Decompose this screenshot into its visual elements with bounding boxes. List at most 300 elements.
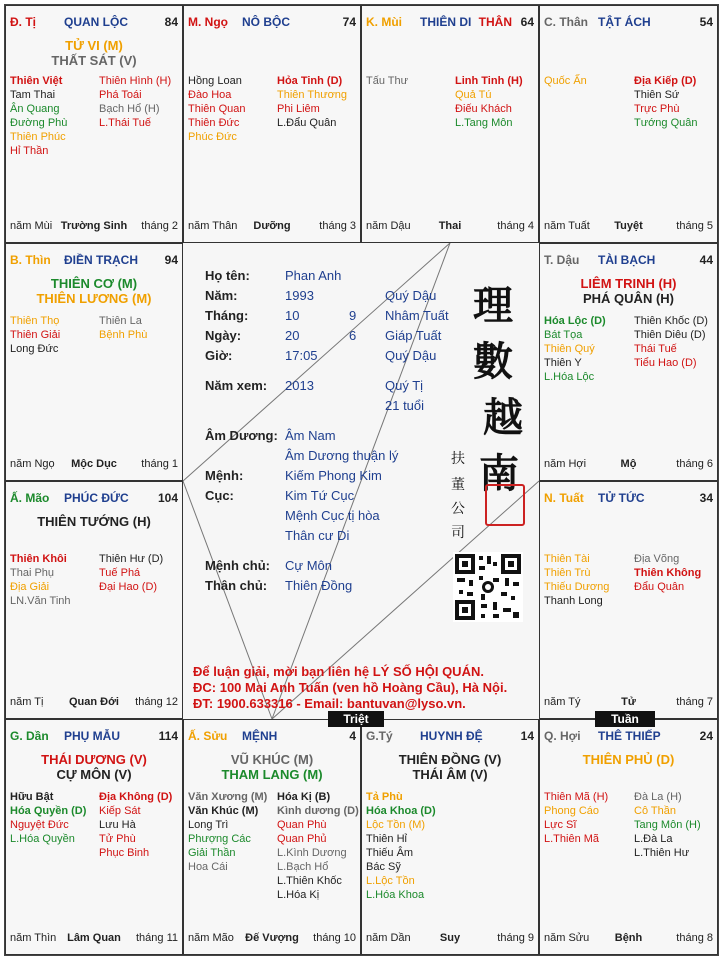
palace-branch: G.Tý	[366, 729, 393, 743]
minor-star: Bác Sỹ	[366, 861, 401, 873]
palace-state: Trường Sinh	[60, 220, 128, 232]
minor-star: Thiên Hư (D)	[99, 553, 164, 565]
minor-star: Lưu Hà	[99, 819, 136, 831]
palace-state: Mộc Dục	[71, 458, 117, 470]
palace-header	[10, 729, 178, 745]
menh-chu-value: Cự Môn	[285, 558, 332, 573]
palace-month: tháng 5	[676, 220, 713, 232]
palace-name: THÊ THIẾP	[598, 729, 661, 743]
palace-branch: G. Dần	[10, 729, 49, 743]
minor-star: Thiên Khốc (D)	[634, 315, 708, 327]
main-star: THẤT SÁT (V)	[51, 53, 137, 68]
palace-age: 4	[349, 729, 356, 743]
minor-star: Tử Phù	[99, 833, 136, 845]
minor-star: Đà La (H)	[634, 791, 682, 803]
minor-star: L.Thái Tuế	[99, 117, 151, 129]
main-stars	[184, 752, 360, 782]
minor-star: L.Thiên Khốc	[277, 875, 342, 887]
minor-star: Quả Tú	[455, 89, 492, 101]
minor-star: Lộc Tồn (M)	[366, 819, 426, 831]
minor-star: Địa Giải	[10, 581, 50, 593]
logo-char-1: 理	[473, 282, 513, 329]
amduong-value-2: Âm Dương thuận lý	[285, 448, 399, 463]
minor-stars-left	[10, 552, 71, 608]
palace-age: 84	[164, 15, 178, 29]
palace-age: 54	[699, 15, 713, 29]
palace-month: tháng 6	[676, 458, 713, 470]
minor-star: Đào Hoa	[188, 89, 232, 101]
palace-header	[366, 729, 534, 745]
minor-stars-right	[99, 790, 172, 860]
month-can: Nhâm Tuất	[385, 308, 449, 323]
minor-star: Tang Môn (H)	[634, 819, 701, 831]
palace-name: THIÊN DI	[420, 15, 472, 29]
month-value: 10	[285, 308, 300, 323]
palace-year: năm Thìn	[10, 932, 57, 944]
palace-state: Quan Đới	[69, 696, 119, 708]
minor-star: Tuế Phá	[99, 567, 141, 579]
minor-star: Thiên Thọ	[10, 315, 60, 327]
minor-star: Long Đức	[10, 343, 59, 355]
minor-star: Thiên Diêu (D)	[634, 329, 706, 341]
logo-char-3: 越	[483, 394, 523, 441]
minor-stars-left	[366, 790, 436, 902]
minor-stars-left	[366, 74, 408, 88]
palace-name: MỆNH	[242, 729, 278, 743]
minor-stars-left	[544, 314, 606, 384]
minor-star: L.Thiên Mã	[544, 833, 600, 845]
minor-star: Kình dương (D)	[277, 805, 359, 817]
palace-month: tháng 3	[319, 220, 356, 232]
name-value: Phan Anh	[285, 268, 342, 283]
minor-star: Thiên Giải	[10, 329, 61, 341]
than-chu-label: Thân chủ:	[205, 578, 268, 593]
than-marker: THÂN	[478, 15, 512, 29]
minor-star: Bát Tọa	[544, 329, 583, 341]
palace-branch: B. Thìn	[10, 253, 51, 267]
minor-star: Phi Liêm	[277, 103, 320, 115]
palace-year: năm Dậu	[366, 220, 411, 232]
minor-star: L.Hóa Lộc	[544, 371, 595, 383]
minor-stars-left	[544, 74, 587, 88]
palace-cell-tat-ach	[539, 5, 718, 243]
palace-cell-menh	[183, 719, 361, 955]
palace-year: năm Mùi	[10, 220, 53, 232]
logo-char-4: 南	[479, 450, 519, 497]
main-star: THÁI ÂM (V)	[412, 767, 488, 782]
minor-star: Phục Binh	[99, 847, 150, 859]
minor-star: Nguyệt Đức	[10, 819, 69, 831]
cuc-value-3: Thân cư Di	[285, 528, 350, 543]
palace-branch: K. Mùi	[366, 15, 402, 29]
triet-tag: Triệt	[328, 711, 384, 727]
cuc-label: Cục:	[205, 488, 234, 503]
minor-stars-right	[99, 552, 163, 594]
main-stars	[6, 276, 182, 306]
minor-star: Long Trì	[188, 819, 229, 831]
palace-header	[188, 15, 356, 31]
palace-age: 114	[158, 729, 178, 743]
minor-star: Văn Xương (M)	[188, 791, 268, 803]
palace-year: năm Hợi	[544, 458, 587, 470]
menh-value: Kiếm Phong Kim	[285, 468, 382, 483]
minor-star: LN.Văn Tinh	[10, 595, 71, 607]
main-star: TỬ VI (M)	[65, 38, 123, 53]
contact-line-3: ĐT: 1900.633316 - Email: bantuvan@lyso.vn.	[193, 696, 466, 711]
logo-small-char-3: 公	[451, 501, 465, 517]
minor-star: Phượng Các	[188, 833, 251, 845]
palace-footer	[188, 932, 356, 946]
minor-star: Hỉ Thần	[10, 145, 49, 157]
minor-stars-left	[10, 790, 86, 846]
minor-star: Cô Thần	[634, 805, 676, 817]
minor-star: Hóa Quyền (D)	[10, 805, 87, 817]
minor-star: L.Kình Dương	[277, 847, 347, 859]
minor-star: Thiên Hình (H)	[99, 75, 172, 87]
minor-star: Tiểu Hao (D)	[634, 357, 697, 369]
minor-stars-right	[277, 74, 347, 130]
palace-age: 24	[699, 729, 713, 743]
palace-footer	[366, 932, 534, 946]
minor-star: Bệnh Phù	[99, 329, 148, 341]
minor-stars-left	[10, 74, 67, 158]
main-star: PHÁ QUÂN (H)	[583, 291, 674, 306]
minor-star: Trực Phù	[634, 103, 680, 115]
day-lunar: 6	[349, 328, 357, 343]
palace-cell-phuc-duc	[5, 481, 183, 719]
palace-cell-quan-loc	[5, 5, 183, 243]
qr-code-icon	[453, 552, 523, 622]
palace-month: tháng 8	[676, 932, 713, 944]
minor-star: Thiên Quý	[544, 343, 595, 355]
main-star: THAM LANG (M)	[221, 767, 323, 782]
minor-stars-left	[10, 314, 60, 356]
minor-stars-left	[188, 74, 245, 144]
main-stars	[540, 752, 717, 767]
minor-star: Tam Thai	[10, 89, 56, 101]
palace-name: NÔ BỘC	[242, 15, 290, 29]
minor-star: L.Đẩu Quân	[277, 117, 337, 129]
minor-star: Phúc Đức	[188, 131, 237, 143]
logo-small-char-2: 董	[451, 477, 465, 493]
amduong-value: Âm Nam	[285, 428, 336, 443]
palace-month: tháng 9	[497, 932, 534, 944]
view-year-label: Năm xem:	[205, 378, 268, 393]
palace-header	[10, 491, 178, 507]
minor-star: L.Tang Môn	[455, 117, 513, 129]
minor-star: Thiên Không	[634, 567, 702, 579]
minor-stars-right	[99, 314, 147, 342]
palace-header	[366, 15, 534, 31]
view-year-can: Quý Tị	[385, 378, 424, 393]
main-star: THIÊN ĐỒNG (V)	[398, 752, 502, 767]
palace-year: năm Sửu	[544, 932, 590, 944]
palace-cell-phu-mau	[5, 719, 183, 955]
cuc-value: Kim Tứ Cục	[285, 488, 355, 503]
minor-star: Lực Sĩ	[544, 819, 577, 831]
name-label: Họ tên:	[205, 268, 250, 283]
minor-stars-left	[188, 790, 267, 874]
palace-age: 44	[699, 253, 713, 267]
main-stars	[362, 752, 538, 782]
minor-star: Ân Quang	[10, 103, 60, 115]
minor-star: Hữu Bật	[10, 791, 54, 803]
hour-value: 17:05	[285, 348, 318, 363]
palace-header	[10, 15, 178, 31]
minor-star: L.Lộc Tồn	[366, 875, 415, 887]
menh-chu-label: Mệnh chủ:	[205, 558, 270, 573]
palace-header	[188, 729, 356, 745]
minor-star: Văn Khúc (M)	[188, 805, 259, 817]
palace-month: tháng 12	[135, 696, 178, 708]
minor-star: Thiên Thương	[277, 89, 348, 101]
view-year-value: 2013	[285, 378, 314, 393]
minor-star: Hồng Loan	[188, 75, 242, 87]
palace-month: tháng 2	[141, 220, 178, 232]
palace-branch: Đ. Tị	[10, 15, 36, 29]
minor-star: Đẩu Quân	[634, 581, 685, 593]
minor-star: Tướng Quân	[634, 117, 698, 129]
minor-stars-right	[634, 74, 698, 130]
palace-month: tháng 1	[141, 458, 178, 470]
palace-branch: M. Ngọ	[188, 15, 228, 29]
minor-stars-left	[544, 552, 609, 608]
minor-star: Thiên Quan	[188, 103, 246, 115]
age-value: 21 tuổi	[385, 398, 425, 413]
than-chu-value: Thiên Đồng	[285, 578, 353, 593]
palace-state: Bệnh	[614, 932, 643, 944]
main-star: THIÊN LƯƠNG (M)	[36, 291, 152, 306]
palace-year: năm Dần	[366, 932, 411, 944]
palace-state: Dưỡng	[253, 220, 291, 232]
palace-header	[544, 15, 713, 31]
minor-star: L.Bạch Hổ	[277, 861, 329, 873]
palace-state: Suy	[439, 932, 461, 944]
logo-small-char: 扶	[451, 451, 465, 467]
logo-small-char-4: 司	[451, 525, 465, 541]
palace-cell-dien-trach	[5, 243, 183, 481]
main-star: LIÊM TRINH (H)	[580, 276, 677, 291]
palace-branch: N. Tuất	[544, 491, 584, 505]
palace-footer	[544, 696, 713, 710]
palace-header	[544, 253, 713, 269]
minor-star: Thiên Việt	[10, 75, 63, 87]
palace-name: TỬ TỨC	[598, 491, 645, 505]
minor-star: Quốc Ấn	[544, 75, 587, 87]
palace-branch: C. Thân	[544, 15, 588, 29]
minor-star: Hóa Kị (B)	[277, 791, 331, 803]
palace-state: Đế Vượng	[245, 932, 299, 944]
palace-footer	[10, 458, 178, 472]
palace-name: TÀI BẠCH	[598, 253, 656, 267]
minor-star: L.Thiên Hư	[634, 847, 690, 859]
minor-star: Thiên Tài	[544, 553, 590, 565]
minor-star: Kiếp Sát	[99, 805, 141, 817]
month-lunar: 9	[349, 308, 357, 323]
palace-branch: Ấ. Sửu	[188, 729, 228, 743]
palace-cell-thien-di	[361, 5, 539, 243]
minor-star: Phá Toái	[99, 89, 142, 101]
minor-star: Hóa Khoa (D)	[366, 805, 436, 817]
minor-star: Tả Phù	[366, 791, 403, 803]
palace-state: Lâm Quan	[67, 932, 121, 944]
minor-star: Địa Không (D)	[99, 791, 173, 803]
palace-footer	[544, 220, 713, 234]
palace-age: 94	[164, 253, 178, 267]
palace-cell-the-thiep	[539, 719, 718, 955]
minor-star: Quan Phủ	[277, 833, 327, 845]
palace-name: TẬT ÁCH	[598, 15, 651, 29]
minor-star: Linh Tinh (H)	[455, 75, 523, 87]
minor-stars-left	[544, 790, 608, 846]
minor-star: Tấu Thư	[366, 75, 409, 87]
palace-state: Tử	[621, 696, 636, 708]
day-can: Giáp Tuất	[385, 328, 442, 343]
year-label: Năm:	[205, 288, 238, 303]
minor-star: Đường Phù	[10, 117, 68, 129]
palace-name: ĐIỀN TRẠCH	[64, 253, 138, 267]
year-value: 1993	[285, 288, 314, 303]
main-stars	[540, 276, 717, 306]
horoscope-chart	[4, 4, 719, 956]
main-stars	[6, 752, 182, 782]
tuan-tag: Tuần	[595, 711, 655, 727]
palace-year: năm Tý	[544, 696, 581, 708]
palace-age: 74	[342, 15, 356, 29]
palace-cell-tu-tuc	[539, 481, 718, 719]
palace-year: năm Thân	[188, 220, 238, 232]
minor-star: Quan Phù	[277, 819, 327, 831]
center-info-panel	[183, 242, 538, 717]
minor-stars-right	[634, 552, 701, 594]
palace-month: tháng 4	[497, 220, 534, 232]
palace-footer	[10, 932, 178, 946]
hour-label: Giờ:	[205, 348, 233, 363]
cuc-value-2: Mệnh Cục tị hòa	[285, 508, 380, 523]
palace-branch: Q. Hợi	[544, 729, 581, 743]
minor-star: Thiên Y	[544, 357, 582, 369]
palace-cell-no-boc	[183, 5, 361, 243]
main-star: THÁI DƯƠNG (V)	[41, 752, 147, 767]
year-can: Quý Dậu	[385, 288, 437, 303]
minor-star: L.Hóa Kị	[277, 889, 320, 901]
palace-state: Tuyệt	[614, 220, 643, 232]
palace-month: tháng 10	[313, 932, 356, 944]
minor-star: Địa Kiếp (D)	[634, 75, 697, 87]
menh-label: Mệnh:	[205, 468, 244, 483]
minor-star: Điếu Khách	[455, 103, 512, 115]
palace-year: năm Mão	[188, 932, 234, 944]
contact-line-1: Để luận giải, mời bạn liên hệ LÝ SỐ HỘI QUÁN.	[193, 664, 484, 679]
palace-footer	[544, 932, 713, 946]
main-star: CỰ MÔN (V)	[56, 767, 132, 782]
palace-header	[10, 253, 178, 269]
minor-stars-right	[455, 74, 523, 130]
palace-month: tháng 7	[676, 696, 713, 708]
minor-star: Thiên Khôi	[10, 553, 67, 565]
seal-stamp	[485, 484, 525, 526]
palace-footer	[544, 458, 713, 472]
minor-star: Thiên Sứ	[634, 89, 680, 101]
minor-star: Địa Võng	[634, 553, 680, 565]
minor-stars-right	[634, 314, 708, 370]
minor-star: Thiên Mã (H)	[544, 791, 609, 803]
minor-star: L.Hóa Quyền	[10, 833, 75, 845]
day-value: 20	[285, 328, 300, 343]
main-star: VŨ KHÚC (M)	[230, 752, 314, 767]
amduong-label: Âm Dương:	[205, 428, 278, 443]
palace-age: 64	[520, 15, 534, 29]
palace-name: PHỤ MẪU	[64, 729, 120, 743]
main-star: THIÊN TƯỚNG (H)	[37, 514, 151, 529]
minor-star: Thiên Đức	[188, 117, 240, 129]
palace-cell-tai-bach	[539, 243, 718, 481]
minor-star: L.Đà La	[634, 833, 673, 845]
palace-branch: Ấ. Mão	[10, 491, 50, 505]
palace-header	[544, 729, 713, 745]
minor-star: Thiên Phúc	[10, 131, 66, 143]
minor-star: Đại Hao (D)	[99, 581, 158, 593]
palace-branch: T. Dậu	[544, 253, 580, 267]
minor-star: Thiên La	[99, 315, 142, 327]
minor-star: L.Hóa Khoa	[366, 889, 425, 901]
month-label: Tháng:	[205, 308, 249, 323]
minor-star: Hoa Cái	[188, 861, 228, 873]
minor-star: Thiên Trù	[544, 567, 591, 579]
main-stars	[6, 514, 182, 529]
palace-year: năm Tị	[10, 696, 44, 708]
minor-star: Thai Phụ	[10, 567, 55, 579]
palace-year: năm Ngọ	[10, 458, 55, 470]
palace-year: năm Tuất	[544, 220, 590, 232]
minor-star: Thanh Long	[544, 595, 603, 607]
minor-star: Hỏa Tinh (D)	[277, 75, 343, 87]
palace-cell-huynh-de	[361, 719, 539, 955]
main-stars	[6, 38, 182, 68]
palace-state: Mộ	[620, 458, 637, 470]
minor-star: Phong Cáo	[544, 805, 600, 817]
hour-can: Quý Dậu	[385, 348, 437, 363]
minor-star: Thiên Hỉ	[366, 833, 407, 845]
contact-line-2: ĐC: 100 Mai Anh Tuấn (ven hồ Hoàng Cầu), Hà Nội.	[193, 680, 508, 695]
palace-footer	[188, 220, 356, 234]
minor-star: Hóa Lộc (D)	[544, 315, 606, 327]
palace-footer	[10, 696, 178, 710]
palace-name: QUAN LỘC	[64, 15, 128, 29]
palace-footer	[366, 220, 534, 234]
minor-star: Giải Thần	[188, 847, 236, 859]
palace-name: HUYNH ĐỆ	[420, 729, 483, 743]
minor-star: Thái Tuế	[634, 343, 677, 355]
minor-stars-right	[277, 790, 359, 902]
minor-star: Thiếu Âm	[366, 847, 414, 859]
minor-stars-right	[99, 74, 171, 130]
palace-name: PHÚC ĐỨC	[64, 491, 129, 505]
palace-age: 34	[699, 491, 713, 505]
palace-footer	[10, 220, 178, 234]
minor-star: Bạch Hổ (H)	[99, 103, 160, 115]
palace-age: 104	[157, 491, 178, 505]
palace-month: tháng 11	[135, 932, 178, 944]
main-star: THIÊN CƠ (M)	[50, 276, 138, 291]
logo-char-2: 數	[473, 338, 513, 385]
day-label: Ngày:	[205, 328, 242, 343]
palace-age: 14	[520, 729, 534, 743]
minor-stars-right	[634, 790, 701, 860]
minor-star: Thiếu Dương	[544, 581, 610, 593]
palace-header	[544, 491, 713, 507]
main-star: THIÊN PHỦ (D)	[582, 752, 675, 767]
